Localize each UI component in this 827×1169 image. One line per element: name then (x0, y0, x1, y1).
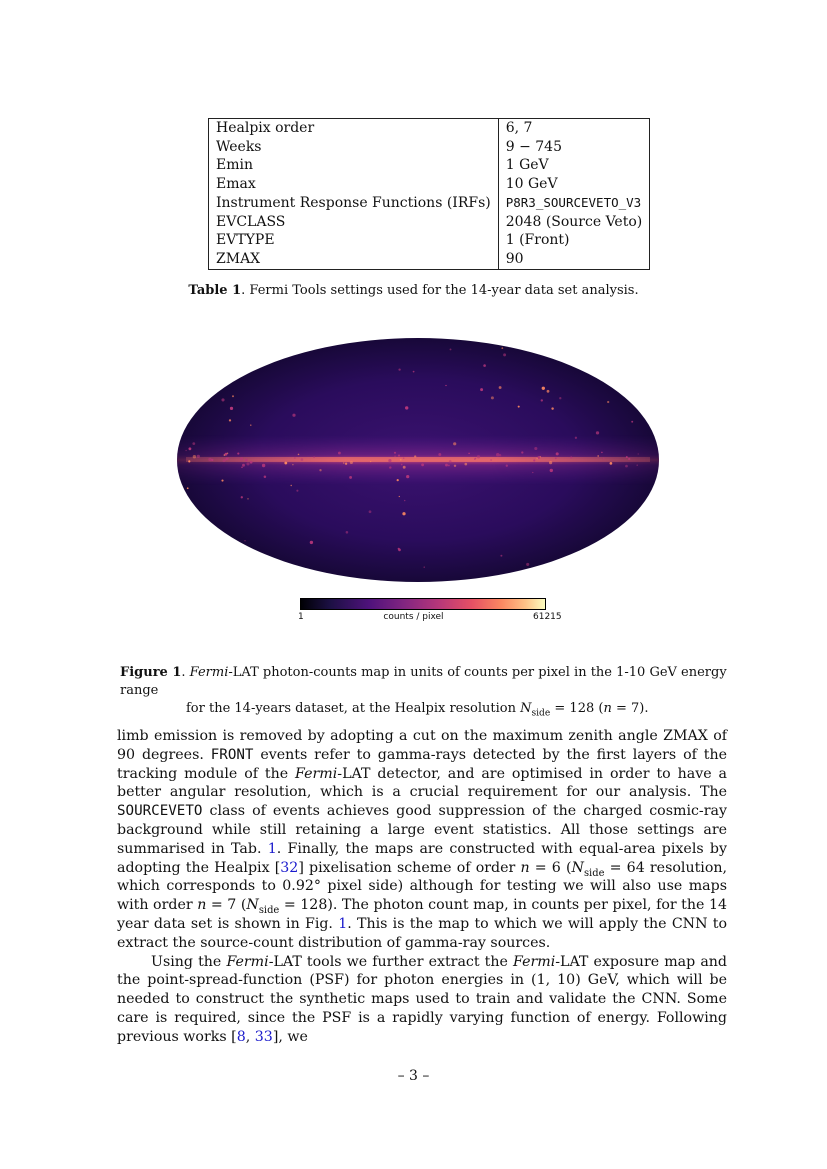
point-source (638, 453, 639, 454)
point-source (240, 457, 243, 460)
figure-caption-text: . (181, 665, 190, 680)
table-cell-value: 90 (505, 250, 524, 267)
point-source (449, 460, 452, 463)
point-source (464, 463, 467, 466)
text-fermi: Fermi (226, 953, 269, 970)
point-source (187, 487, 189, 489)
table-body (209, 119, 650, 270)
point-source (625, 465, 628, 468)
text: class of events achieves good suppression of the charged cosmic-ray background while still retaining a large event statistics. All those settings are summarised in Tab. (117, 803, 727, 857)
point-source (229, 419, 231, 421)
point-source (232, 395, 234, 397)
point-source (526, 563, 529, 566)
point-source (186, 450, 187, 451)
table-cell-value: 10 GeV (505, 176, 558, 193)
math: N (571, 859, 584, 876)
figure-caption-math: side (531, 708, 551, 719)
point-source (605, 543, 607, 545)
text: -LAT detector, and are optimised in order to have a better angular resolution, which is a crucial requirement for our analysis. The (117, 765, 727, 801)
figure-caption-text: for the 14-years dataset, at the Healpix resolution (186, 701, 521, 716)
math: n (520, 859, 530, 876)
point-source (450, 348, 452, 350)
colorbar (300, 598, 546, 610)
point-source (389, 466, 391, 468)
point-source (547, 390, 550, 393)
text: -LAT tools we further extract the (268, 953, 513, 970)
point-source (474, 458, 476, 460)
code-front: FRONT (210, 746, 254, 763)
table-row (209, 194, 650, 213)
point-source (499, 386, 502, 389)
point-source (421, 463, 424, 466)
figure-caption (120, 664, 727, 718)
math: side (258, 905, 280, 916)
table-caption (0, 282, 827, 300)
point-source (448, 464, 450, 466)
point-source (634, 397, 636, 399)
table-row (209, 231, 650, 250)
point-source (541, 399, 543, 401)
point-source (601, 452, 603, 454)
point-source (292, 464, 294, 466)
point-source (521, 451, 523, 453)
point-source (345, 463, 347, 465)
galactic-plane-core (186, 457, 650, 462)
point-source (483, 364, 486, 367)
point-source (398, 368, 400, 370)
table-cell-value: 6, 7 (505, 120, 533, 136)
point-source (247, 498, 248, 499)
point-source (301, 458, 304, 461)
point-source (603, 458, 605, 460)
text: = 64 resolution, which corresponds to 0.92° pixel side) although for testing we will also use maps with order (117, 859, 728, 914)
point-source (227, 453, 229, 455)
figure-caption-text: = 7). (611, 701, 649, 716)
point-source (438, 453, 441, 456)
point-source (402, 512, 405, 515)
citation-link[interactable]: 32 (280, 859, 299, 876)
text: . Finally, the maps are constructed with equal-area pixels by adopting the Healpix [ (117, 840, 727, 876)
table-row (209, 156, 650, 175)
point-source (454, 465, 456, 467)
point-source (228, 457, 229, 458)
math: N (246, 897, 259, 914)
point-source (398, 549, 401, 552)
text: ], we (272, 1028, 308, 1045)
table-cell-parameter: Weeks (209, 138, 499, 157)
point-source (540, 456, 541, 457)
point-source (551, 407, 553, 409)
point-source (413, 371, 415, 373)
table-cell-parameter: EVCLASS (209, 213, 499, 232)
point-source (559, 397, 561, 399)
point-source (262, 464, 265, 467)
point-source (231, 557, 233, 559)
point-source (188, 460, 190, 462)
point-source (570, 456, 572, 458)
point-source (192, 442, 195, 445)
point-source (232, 544, 235, 547)
point-source (401, 464, 403, 466)
point-source (534, 447, 537, 450)
point-source (298, 454, 300, 456)
text: = 7 ( (206, 897, 247, 914)
point-source (221, 398, 224, 401)
point-source (369, 510, 372, 513)
paragraph-1 (117, 727, 727, 953)
point-source (197, 455, 200, 458)
table-cell-parameter: Emin (209, 156, 499, 175)
table-cell-value: 1 GeV (505, 157, 549, 174)
point-source (424, 566, 425, 567)
figure-caption-text: -LAT photon-counts map in units of counts per pixel in the 1-10 GeV energy range (120, 665, 727, 698)
point-source (633, 558, 635, 560)
point-source (637, 465, 638, 466)
point-source (496, 453, 499, 456)
table-row (209, 213, 650, 232)
paragraph-2 (117, 953, 727, 1047)
point-source (403, 466, 406, 469)
text: events refer to gamma-rays detected by the first layers of the tracking module of the (117, 746, 727, 782)
table-cell-value: P8R3_SOURCEVETO_V3 (505, 194, 642, 210)
point-source (406, 475, 409, 478)
text: = 128). The photon count map, in counts per pixel, for the 14 year data set is shown in Fig. (117, 897, 728, 932)
point-source (228, 351, 230, 353)
point-source (626, 456, 628, 458)
point-source (292, 414, 295, 417)
point-source (555, 457, 557, 459)
ref-link-figure[interactable]: 1 (338, 915, 348, 932)
point-source (480, 388, 483, 391)
point-source (556, 452, 559, 455)
point-source (388, 459, 391, 462)
table-cell-value: 2048 (Source Veto) (505, 213, 643, 230)
point-source (597, 455, 599, 457)
point-source (264, 476, 267, 479)
point-source (296, 490, 298, 492)
point-source (550, 469, 553, 472)
text: Using the (151, 953, 227, 970)
table-row (209, 138, 650, 157)
point-source (477, 455, 480, 458)
point-source (445, 385, 446, 386)
point-source (542, 387, 545, 390)
colorbar-unit-label: counts / pixel (383, 612, 444, 622)
point-source (394, 452, 396, 454)
figure-caption-fermi: Fermi (189, 665, 229, 680)
point-source (499, 454, 501, 456)
point-source (631, 421, 633, 423)
text: limb emission is removed by adopting a cut on the maximum zenith angle ZMAX of 90 degrees. (117, 728, 727, 763)
figure-caption-math: n (603, 701, 612, 716)
point-source (549, 461, 552, 464)
table-cell-value: 1 (Front) (505, 232, 570, 249)
text: -LAT exposure map and the point-spread-function (PSF) for photon energies in (1, 10) GeV, which will be needed to construct the synthetic maps used to train and validate the CNN. Some care is required, since the PSF is a rapidly varying function of energy. Following previous works [ (117, 953, 727, 1045)
body-text (117, 727, 727, 1047)
point-source (506, 465, 508, 467)
code-sourceveto: SOURCEVETO (117, 803, 203, 820)
fermi-tools-settings-table (208, 118, 650, 270)
table-cell-parameter: Healpix order (209, 119, 499, 138)
table-cell-parameter: ZMAX (209, 250, 499, 269)
point-source (242, 464, 245, 467)
table-row (209, 119, 650, 138)
figure-caption-label: Figure 1 (120, 665, 182, 680)
point-source (241, 496, 243, 498)
point-source (394, 455, 396, 457)
point-source (244, 540, 245, 541)
point-source (343, 462, 345, 464)
citation-link[interactable]: 8 (236, 1028, 246, 1045)
point-source (453, 442, 456, 445)
point-source (445, 464, 448, 467)
text: ] pixelisation scheme of order (298, 859, 521, 876)
point-source (399, 496, 400, 497)
point-source (518, 406, 520, 408)
point-source (193, 455, 196, 458)
point-source (211, 459, 213, 461)
point-source (290, 485, 291, 486)
ref-link-table[interactable]: 1 (267, 840, 277, 857)
point-source (503, 353, 506, 356)
point-source (310, 541, 313, 544)
point-source (284, 462, 287, 465)
point-source (403, 457, 405, 459)
point-source (501, 347, 503, 349)
text-fermi: Fermi (295, 765, 338, 782)
point-source (349, 476, 352, 479)
point-source (319, 469, 321, 471)
point-source (237, 453, 239, 455)
point-source (500, 555, 502, 557)
page-number: – 3 – (397, 1068, 430, 1084)
point-source (397, 479, 399, 481)
point-source (370, 461, 371, 462)
table-cell-parameter: EVTYPE (209, 231, 499, 250)
table-caption-label: Table 1 (188, 283, 242, 298)
table-cell-value: 9 − 745 (505, 138, 562, 155)
point-source (245, 459, 248, 462)
point-source (398, 455, 400, 457)
point-source (468, 453, 470, 455)
figure-caption-text: = 128 ( (550, 701, 604, 716)
table-cell-parameter: Instrument Response Functions (IRFs) (209, 194, 499, 213)
table-caption-text: . Fermi Tools settings used for the 14-year data set analysis. (241, 283, 639, 298)
figure-caption-line2 (120, 700, 727, 718)
table-row (209, 250, 650, 269)
figure-caption-math: N (520, 701, 532, 716)
point-source (250, 424, 251, 425)
point-source (294, 457, 296, 459)
point-source (575, 437, 577, 439)
point-source (491, 396, 494, 399)
point-source (630, 352, 632, 354)
math: side (583, 867, 605, 879)
colorbar-max-label: 61215 (533, 612, 562, 622)
point-source (221, 480, 223, 482)
point-source (400, 459, 402, 461)
colorbar-min-label: 1 (298, 612, 304, 622)
point-source (414, 455, 416, 457)
point-source (350, 461, 353, 464)
table-cell-parameter: Emax (209, 175, 499, 194)
citation-link[interactable]: 33 (254, 1028, 273, 1045)
point-source (198, 376, 200, 378)
point-source (250, 461, 253, 464)
point-source (229, 568, 232, 571)
point-source (628, 458, 630, 460)
photon-counts-sky-map (176, 337, 660, 583)
text: , (245, 1028, 255, 1045)
point-source (532, 472, 533, 473)
point-source (404, 500, 405, 501)
point-source (230, 407, 233, 410)
text: . This is the map to which we will apply the CNN to extract the source-count distribution of gamma-ray sources. (117, 915, 727, 951)
point-source (405, 406, 408, 409)
point-source (610, 462, 613, 465)
text: = 6 ( (529, 859, 572, 876)
point-source (533, 459, 535, 461)
point-source (607, 401, 609, 403)
point-source (490, 459, 492, 461)
point-source (346, 531, 349, 534)
point-source (188, 447, 191, 450)
point-source (338, 452, 341, 455)
text-fermi: Fermi (513, 953, 556, 970)
point-source (596, 431, 599, 434)
point-source (241, 466, 243, 468)
table-row (209, 175, 650, 194)
point-source (246, 462, 249, 465)
math: n (197, 897, 207, 914)
point-source (313, 456, 315, 458)
